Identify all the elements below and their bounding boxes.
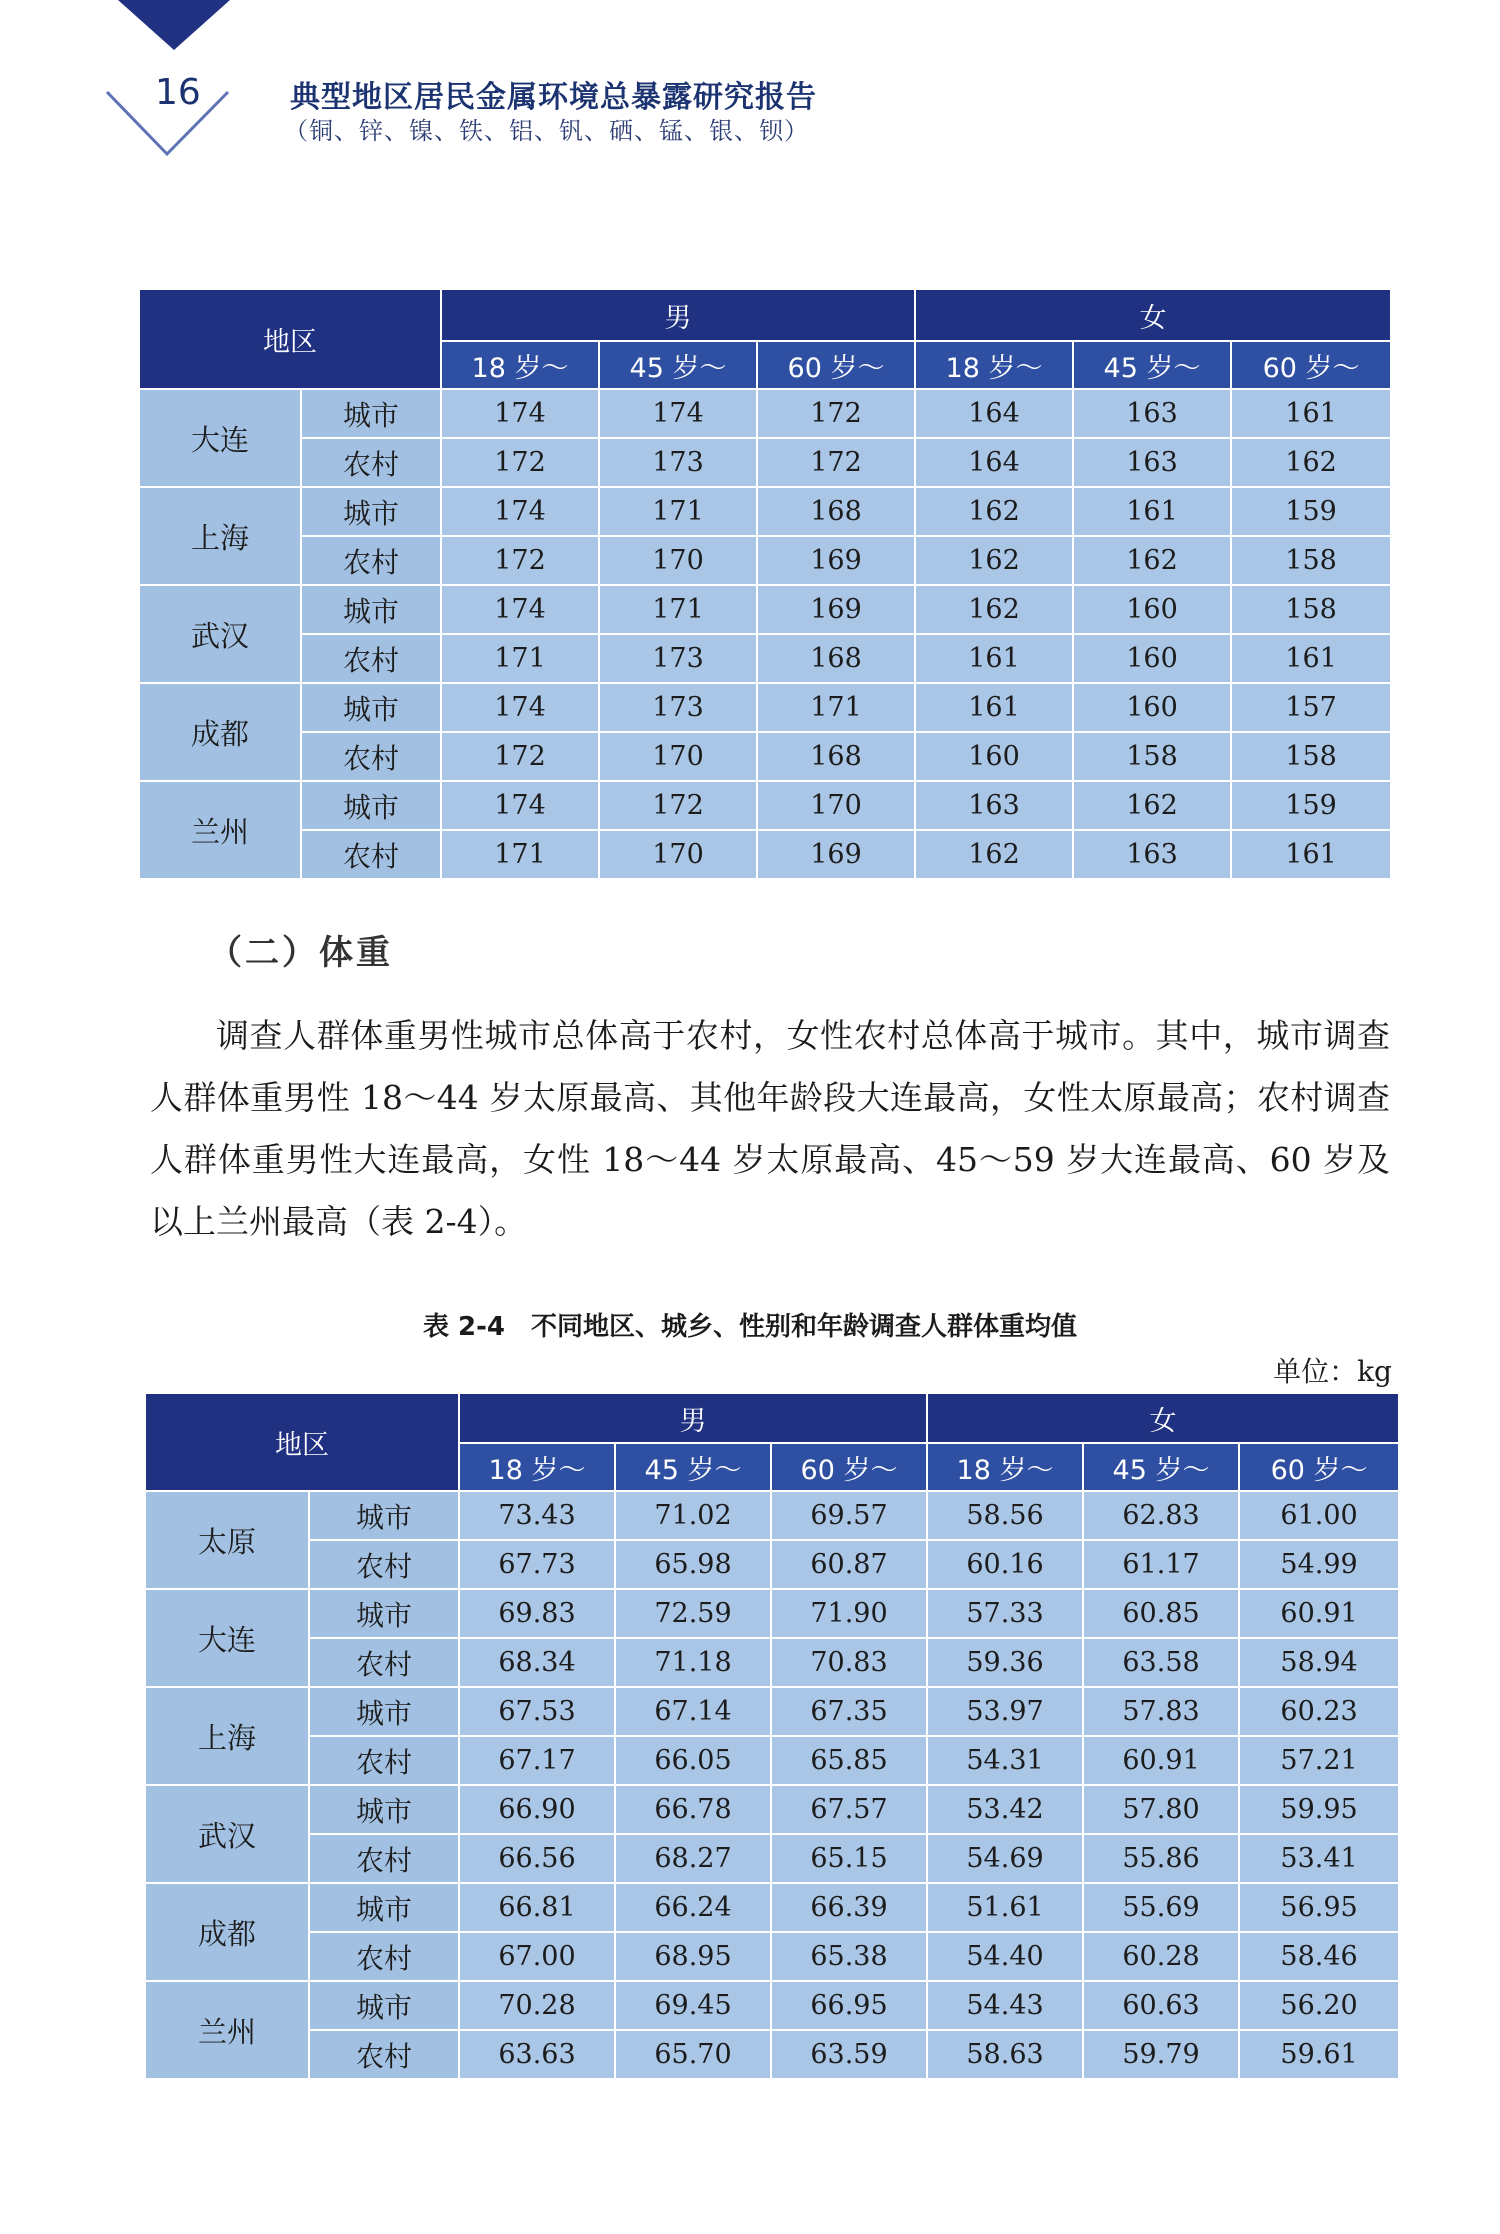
urban-label-cell: 城市 [301, 585, 441, 634]
value-cell: 172 [757, 438, 915, 487]
value-cell: 60.23 [1239, 1687, 1399, 1736]
value-cell: 163 [1073, 389, 1231, 438]
age-header: 60 岁～ [771, 1443, 927, 1491]
rural-label-cell: 农村 [301, 732, 441, 781]
value-cell: 58.46 [1239, 1932, 1399, 1981]
value-cell: 168 [757, 634, 915, 683]
age-header: 45 岁～ [1083, 1443, 1239, 1491]
value-cell: 173 [599, 683, 757, 732]
value-cell: 170 [599, 732, 757, 781]
table-row [145, 1736, 1399, 1785]
region-header: 地区 [145, 1393, 459, 1491]
value-cell: 61.17 [1083, 1540, 1239, 1589]
value-cell: 171 [441, 634, 599, 683]
table-row [139, 487, 1391, 536]
value-cell: 53.42 [927, 1785, 1083, 1834]
male-header: 男 [441, 289, 915, 341]
value-cell: 162 [915, 585, 1073, 634]
value-cell: 164 [915, 438, 1073, 487]
value-cell: 65.85 [771, 1736, 927, 1785]
age-header: 45 岁～ [599, 341, 757, 389]
value-cell: 54.31 [927, 1736, 1083, 1785]
book-title: 典型地区居民金属环境总暴露研究报告 [290, 80, 817, 115]
value-cell: 158 [1231, 585, 1391, 634]
value-cell: 68.27 [615, 1834, 771, 1883]
table-row [139, 683, 1391, 732]
table-row [139, 634, 1391, 683]
value-cell: 162 [915, 830, 1073, 879]
book-subtitle: （铜、锌、镍、铁、铝、钒、硒、锰、银、钡） [284, 117, 809, 145]
value-cell: 161 [1073, 487, 1231, 536]
value-cell: 65.70 [615, 2030, 771, 2079]
value-cell: 53.41 [1239, 1834, 1399, 1883]
value-cell: 57.83 [1083, 1687, 1239, 1736]
value-cell: 160 [1073, 585, 1231, 634]
value-cell: 170 [757, 781, 915, 830]
value-cell: 70.83 [771, 1638, 927, 1687]
value-cell: 174 [441, 389, 599, 438]
table-row [145, 1981, 1399, 2030]
value-cell: 56.95 [1239, 1883, 1399, 1932]
region-cell: 太原 [145, 1491, 309, 1589]
age-header: 18 岁～ [927, 1443, 1083, 1491]
value-cell: 62.83 [1083, 1491, 1239, 1540]
value-cell: 54.43 [927, 1981, 1083, 2030]
value-cell: 73.43 [459, 1491, 615, 1540]
age-header: 60 岁～ [1231, 341, 1391, 389]
value-cell: 162 [915, 536, 1073, 585]
value-cell: 66.39 [771, 1883, 927, 1932]
value-cell: 66.90 [459, 1785, 615, 1834]
value-cell: 67.17 [459, 1736, 615, 1785]
value-cell: 171 [441, 830, 599, 879]
value-cell: 71.18 [615, 1638, 771, 1687]
value-cell: 60.16 [927, 1540, 1083, 1589]
value-cell: 171 [757, 683, 915, 732]
value-cell: 172 [441, 438, 599, 487]
value-cell: 54.40 [927, 1932, 1083, 1981]
value-cell: 63.59 [771, 2030, 927, 2079]
rural-label-cell: 农村 [309, 1834, 459, 1883]
value-cell: 68.95 [615, 1932, 771, 1981]
value-cell: 161 [1231, 389, 1391, 438]
table-row [145, 1785, 1399, 1834]
value-cell: 174 [441, 585, 599, 634]
value-cell: 65.38 [771, 1932, 927, 1981]
value-cell: 57.21 [1239, 1736, 1399, 1785]
weight-table [144, 1392, 1400, 2080]
value-cell: 173 [599, 438, 757, 487]
region-cell: 上海 [145, 1687, 309, 1785]
female-header: 女 [927, 1393, 1399, 1443]
value-cell: 69.83 [459, 1589, 615, 1638]
urban-label-cell: 城市 [309, 1883, 459, 1932]
value-cell: 66.81 [459, 1883, 615, 1932]
region-cell: 兰州 [139, 781, 301, 879]
value-cell: 173 [599, 634, 757, 683]
section-heading: （二）体重 [208, 933, 393, 973]
value-cell: 163 [915, 781, 1073, 830]
value-cell: 57.33 [927, 1589, 1083, 1638]
value-cell: 66.56 [459, 1834, 615, 1883]
value-cell: 69.45 [615, 1981, 771, 2030]
value-cell: 169 [757, 536, 915, 585]
page-number: 16 [155, 72, 201, 113]
value-cell: 174 [441, 487, 599, 536]
value-cell: 66.95 [771, 1981, 927, 2030]
value-cell: 157 [1231, 683, 1391, 732]
value-cell: 65.98 [615, 1540, 771, 1589]
value-cell: 160 [1073, 683, 1231, 732]
value-cell: 169 [757, 585, 915, 634]
urban-label-cell: 城市 [309, 1589, 459, 1638]
value-cell: 60.85 [1083, 1589, 1239, 1638]
table-row [145, 1883, 1399, 1932]
value-cell: 171 [599, 487, 757, 536]
value-cell: 68.34 [459, 1638, 615, 1687]
value-cell: 71.02 [615, 1491, 771, 1540]
value-cell: 160 [915, 732, 1073, 781]
age-header: 18 岁～ [915, 341, 1073, 389]
corner-triangle-decoration [118, 0, 230, 50]
value-cell: 65.15 [771, 1834, 927, 1883]
value-cell: 57.80 [1083, 1785, 1239, 1834]
urban-label-cell: 城市 [301, 389, 441, 438]
table-row [139, 389, 1391, 438]
value-cell: 169 [757, 830, 915, 879]
value-cell: 67.73 [459, 1540, 615, 1589]
value-cell: 55.69 [1083, 1883, 1239, 1932]
value-cell: 72.59 [615, 1589, 771, 1638]
value-cell: 168 [757, 487, 915, 536]
table-row [145, 1932, 1399, 1981]
value-cell: 66.78 [615, 1785, 771, 1834]
value-cell: 159 [1231, 781, 1391, 830]
value-cell: 59.95 [1239, 1785, 1399, 1834]
value-cell: 174 [599, 389, 757, 438]
region-cell: 兰州 [145, 1981, 309, 2079]
table-row [145, 1834, 1399, 1883]
value-cell: 54.99 [1239, 1540, 1399, 1589]
value-cell: 158 [1231, 732, 1391, 781]
table-row [145, 1491, 1399, 1540]
urban-label-cell: 城市 [301, 487, 441, 536]
value-cell: 63.63 [459, 2030, 615, 2079]
rural-label-cell: 农村 [309, 1932, 459, 1981]
value-cell: 162 [1073, 536, 1231, 585]
value-cell: 59.61 [1239, 2030, 1399, 2079]
region-cell: 上海 [139, 487, 301, 585]
value-cell: 172 [599, 781, 757, 830]
region-cell: 大连 [139, 389, 301, 487]
table-row [145, 1540, 1399, 1589]
rural-label-cell: 农村 [309, 2030, 459, 2079]
value-cell: 161 [915, 683, 1073, 732]
value-cell: 174 [441, 683, 599, 732]
value-cell: 56.20 [1239, 1981, 1399, 2030]
table-unit: 单位：kg [1273, 1355, 1392, 1388]
table-row [139, 438, 1391, 487]
rural-label-cell: 农村 [301, 634, 441, 683]
value-cell: 67.14 [615, 1687, 771, 1736]
age-header: 45 岁～ [615, 1443, 771, 1491]
urban-label-cell: 城市 [309, 1981, 459, 2030]
value-cell: 172 [757, 389, 915, 438]
value-cell: 158 [1073, 732, 1231, 781]
value-cell: 172 [441, 536, 599, 585]
rural-label-cell: 农村 [301, 830, 441, 879]
value-cell: 161 [915, 634, 1073, 683]
height-table [138, 288, 1392, 880]
value-cell: 53.97 [927, 1687, 1083, 1736]
rural-label-cell: 农村 [301, 438, 441, 487]
region-cell: 武汉 [139, 585, 301, 683]
value-cell: 70.28 [459, 1981, 615, 2030]
value-cell: 69.57 [771, 1491, 927, 1540]
value-cell: 58.56 [927, 1491, 1083, 1540]
male-header: 男 [459, 1393, 927, 1443]
region-header: 地区 [139, 289, 441, 389]
value-cell: 163 [1073, 830, 1231, 879]
urban-label-cell: 城市 [301, 683, 441, 732]
table-row [139, 830, 1391, 879]
value-cell: 163 [1073, 438, 1231, 487]
table-row [139, 781, 1391, 830]
value-cell: 161 [1231, 634, 1391, 683]
value-cell: 58.94 [1239, 1638, 1399, 1687]
table-row [139, 585, 1391, 634]
region-cell: 武汉 [145, 1785, 309, 1883]
value-cell: 58.63 [927, 2030, 1083, 2079]
value-cell: 67.35 [771, 1687, 927, 1736]
value-cell: 60.28 [1083, 1932, 1239, 1981]
value-cell: 164 [915, 389, 1073, 438]
age-header: 60 岁～ [1239, 1443, 1399, 1491]
value-cell: 161 [1231, 830, 1391, 879]
value-cell: 63.58 [1083, 1638, 1239, 1687]
urban-label-cell: 城市 [301, 781, 441, 830]
value-cell: 158 [1231, 536, 1391, 585]
value-cell: 55.86 [1083, 1834, 1239, 1883]
table-row [139, 732, 1391, 781]
urban-label-cell: 城市 [309, 1687, 459, 1736]
value-cell: 159 [1231, 487, 1391, 536]
rural-label-cell: 农村 [309, 1638, 459, 1687]
age-header: 18 岁～ [441, 341, 599, 389]
value-cell: 174 [441, 781, 599, 830]
value-cell: 170 [599, 536, 757, 585]
value-cell: 51.61 [927, 1883, 1083, 1932]
value-cell: 59.79 [1083, 2030, 1239, 2079]
value-cell: 71.90 [771, 1589, 927, 1638]
region-cell: 大连 [145, 1589, 309, 1687]
value-cell: 162 [1231, 438, 1391, 487]
body-paragraph: 调查人群体重男性城市总体高于农村，女性农村总体高于城市。其中，城市调查人群体重男性 18～44 岁太原最高、其他年龄段大连最高，女性太原最高；农村调查人群体重男性大连最高，女性 18～44 岁太原最高、45～59 岁大连最高、60 岁及以上兰州最高（表 2-4）。 [150, 1016, 1390, 1241]
region-cell: 成都 [139, 683, 301, 781]
value-cell: 54.69 [927, 1834, 1083, 1883]
table-caption: 表 2-4 不同地区、城乡、性别和年龄调查人群体重均值 [422, 1312, 1078, 1342]
value-cell: 162 [1073, 781, 1231, 830]
value-cell: 60.91 [1239, 1589, 1399, 1638]
table-row [145, 1638, 1399, 1687]
female-header: 女 [915, 289, 1391, 341]
value-cell: 170 [599, 830, 757, 879]
value-cell: 172 [441, 732, 599, 781]
value-cell: 67.53 [459, 1687, 615, 1736]
table-row [145, 1687, 1399, 1736]
value-cell: 67.00 [459, 1932, 615, 1981]
value-cell: 60.63 [1083, 1981, 1239, 2030]
value-cell: 61.00 [1239, 1491, 1399, 1540]
urban-label-cell: 城市 [309, 1491, 459, 1540]
rural-label-cell: 农村 [301, 536, 441, 585]
value-cell: 59.36 [927, 1638, 1083, 1687]
page-number-badge [105, 62, 230, 162]
age-header: 60 岁～ [757, 341, 915, 389]
table-row [145, 2030, 1399, 2079]
table-row [139, 536, 1391, 585]
value-cell: 171 [599, 585, 757, 634]
value-cell: 168 [757, 732, 915, 781]
value-cell: 60.87 [771, 1540, 927, 1589]
age-header: 45 岁～ [1073, 341, 1231, 389]
age-header: 18 岁～ [459, 1443, 615, 1491]
value-cell: 60.91 [1083, 1736, 1239, 1785]
urban-label-cell: 城市 [309, 1785, 459, 1834]
value-cell: 67.57 [771, 1785, 927, 1834]
rural-label-cell: 农村 [309, 1540, 459, 1589]
value-cell: 66.24 [615, 1883, 771, 1932]
value-cell: 160 [1073, 634, 1231, 683]
value-cell: 162 [915, 487, 1073, 536]
table-row [145, 1589, 1399, 1638]
rural-label-cell: 农村 [309, 1736, 459, 1785]
region-cell: 成都 [145, 1883, 309, 1981]
value-cell: 66.05 [615, 1736, 771, 1785]
